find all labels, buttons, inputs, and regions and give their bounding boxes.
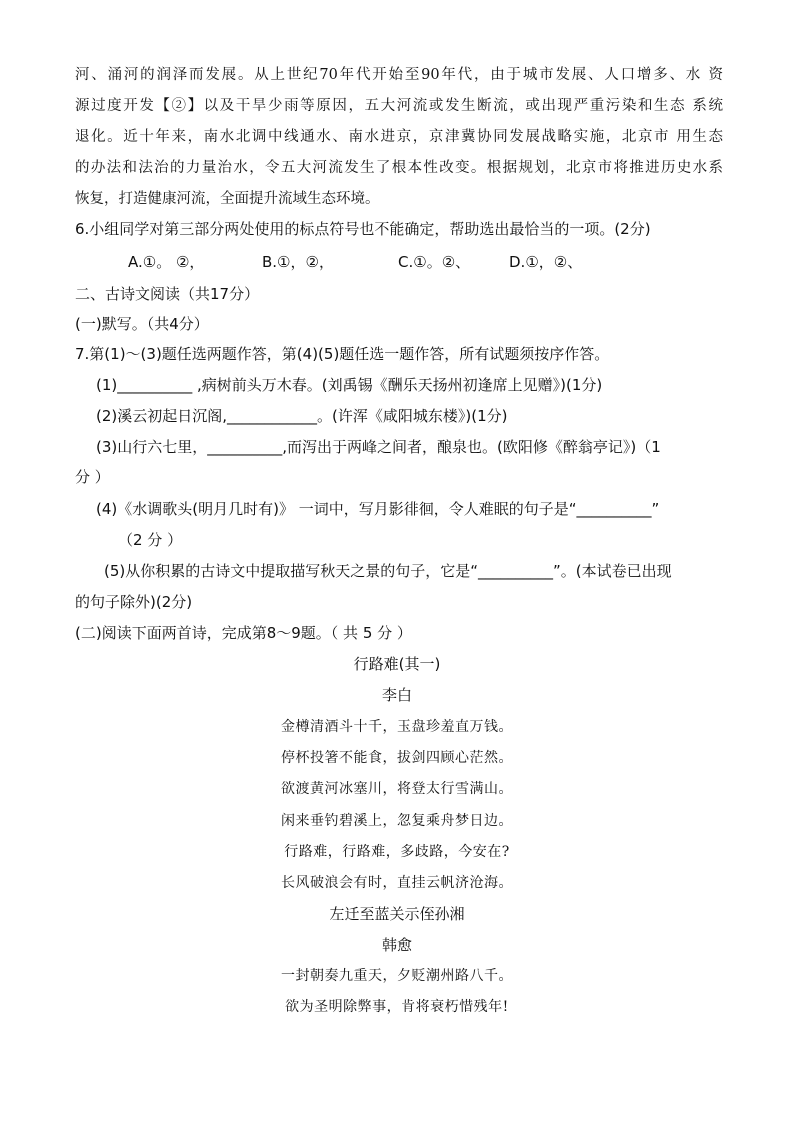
- q7-item-4-cont: （2 分 ）: [118, 531, 183, 549]
- passage-line-2: 源过度开发【②】以及干旱少雨等原因，五大河流或发生断流，或出现严重污染和生态 系统: [75, 98, 723, 114]
- q7-item-5-cont: 的句子除外)(2分): [75, 593, 193, 611]
- subsection-title-2: (二)阅读下面两首诗，完成第8～9题。（ 共 5 分 ）: [75, 624, 412, 642]
- poem1-line-3: 欲渡黄河冰塞川，将登太行雪满山。: [281, 781, 513, 797]
- poem1-author: 李白: [381, 686, 412, 704]
- passage-line-4: 的办法和法治的力量治水，令五大河流发生了根本性改变。根据规划，北京市将推进历史水系: [75, 160, 723, 176]
- poem1-line-1: 金樽清酒斗十千，玉盘珍羞直万钱。: [281, 719, 513, 735]
- passage-line-5: 恢复，打造健康河流，全面提升流域生态环境。: [75, 191, 380, 207]
- q6-option-b: B.①，②，: [262, 253, 334, 271]
- poem2-author: 韩愈: [381, 936, 412, 954]
- q6-option-c: C.①。②、: [398, 253, 471, 271]
- poem1-line-5: 行路难，行路难，多歧路，今安在?: [284, 844, 510, 860]
- q7-item-5: (5)从你积累的古诗文中提取描写秋天之景的句子，它是“__________”。(本试卷已出现: [104, 562, 672, 580]
- poem1-line-2: 停杯投箸不能食，拔剑四顾心茫然。: [281, 750, 513, 766]
- poem1-line-6: 长风破浪会有时，直挂云帆济沧海。: [281, 875, 513, 891]
- q7-stem: 7.第(1)～(3)题任选两题作答，第(4)(5)题任选一题作答，所有试题须按序作答。: [75, 345, 610, 363]
- passage-line-1: 河、涌河的润泽而发展。从上世纪70年代开始至90年代，由于城市发展、人口增多、水 资: [75, 67, 723, 83]
- poem2-line-2: 欲为圣明除弊事，肯将衰朽惜残年!: [285, 999, 509, 1015]
- q7-item-1: (1)__________ ,病树前头万木春。(刘禹锡《酬乐天扬州初逢席上见赠》)(1分): [96, 376, 603, 394]
- q6-option-d: D.①，②、: [509, 253, 583, 271]
- subsection-title-1: (一)默写。（共4分）: [75, 315, 209, 333]
- q7-item-3: (3)山行六七里，__________,而泻出于两峰之间者，酿泉也。(欧阳修《醉翁亭记》)（1: [96, 438, 661, 456]
- q6-option-a: A.①。 ②，: [128, 253, 205, 271]
- q6-stem: 6.小组同学对第三部分两处使用的标点符号也不能确定，帮助选出最恰当的一项。(2分): [75, 220, 651, 238]
- poem1-line-4: 闲来垂钓碧溪上，忽复乘舟梦日边。: [281, 813, 513, 829]
- passage-line-3: 退化。近十年来，南水北调中线通水、南水进京，京津冀协同发展战略实施，北京市 用生态: [75, 129, 723, 145]
- q7-item-2: (2)溪云初起日沉阁,____________。(许浑《咸阳城东楼》)(1分): [96, 407, 508, 425]
- section-title: 二、古诗文阅读（共17分）: [75, 285, 260, 303]
- poem2-line-1: 一封朝奏九重天，夕贬潮州路八千。: [281, 968, 513, 984]
- poem2-title: 左迁至蓝关示侄孙湘: [329, 905, 465, 923]
- q7-item-4: (4)《水调歌头(明月几时有)》 一词中，写月影徘徊，令人难眠的句子是“__________”: [96, 500, 660, 518]
- q7-item-3-cont: 分 ）: [75, 468, 110, 486]
- poem1-title: 行路难(其一): [353, 655, 441, 673]
